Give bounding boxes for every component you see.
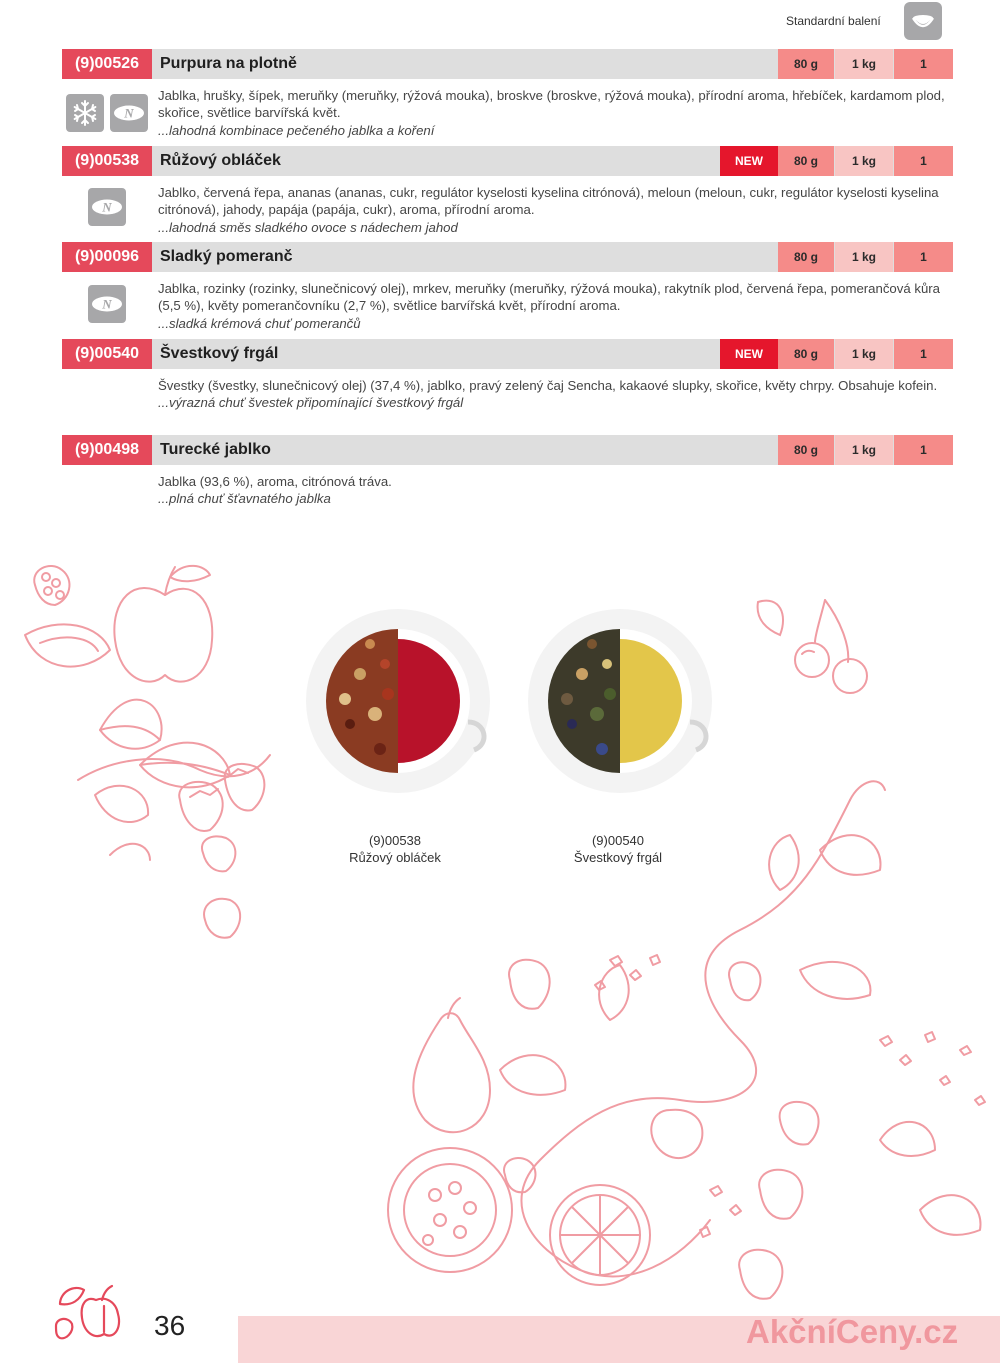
- product-body: [158, 473, 953, 508]
- snowflake-icon: [66, 94, 104, 132]
- product-slogan: ...sladká krémová chuť pomerančů: [158, 315, 361, 331]
- product-description: Švestky (švestky, slunečnicový olej) (37,4 %), jablko, pravý zelený čaj Sencha, kakaové slupky, skořice, květy chrpy. Obsahuje kofein.: [158, 378, 938, 393]
- pieces-cell: 1: [894, 242, 953, 272]
- product-code: (9)00526: [62, 49, 152, 79]
- page-number: 36: [154, 1310, 186, 1341]
- new-badge: NEW: [720, 339, 778, 369]
- cherry-illustration: [740, 590, 890, 710]
- product-description: Jablko, červená řepa, ananas (ananas, cukr, regulátor kyselosti kyselina citrónová), meloun (meloun, cukr, regulátor kyselosti kyselina citrónová), jahody, papája (papája, cukr), aroma, přírodní aroma.: [158, 185, 939, 218]
- product-header: [62, 435, 953, 465]
- standard-packaging-label: Standardní balení: [786, 14, 881, 28]
- svg-text:N: N: [102, 199, 112, 215]
- caption-name: Švestkový frgál: [573, 850, 663, 865]
- bulk-cell: 1 kg: [835, 146, 893, 176]
- product-code: (9)00096: [62, 242, 152, 272]
- fruit-icon: [52, 1282, 122, 1342]
- pieces-cell: 1: [894, 435, 953, 465]
- product-slogan: ...výrazná chuť švestek připomínající švestkový frgál: [158, 395, 464, 411]
- product-name: Růžový obláček: [160, 152, 281, 169]
- bulk-cell: 1 kg: [835, 49, 893, 79]
- product-item: [62, 242, 953, 331]
- new-badge: NEW: [720, 146, 778, 176]
- teacup-icon: [904, 2, 942, 40]
- weight-cell: 80 g: [778, 49, 834, 79]
- weight-cell: 80 g: [778, 435, 834, 465]
- bulk-cell: 1 kg: [835, 435, 893, 465]
- product-slogan: ...plná chuť šťavnatého jablka: [158, 491, 331, 507]
- fruit-illustration-left: [0, 555, 300, 945]
- bulk-cell: 1 kg: [835, 339, 893, 369]
- pieces-cell: 1: [894, 339, 953, 369]
- product-body: [158, 280, 953, 332]
- product-code: (9)00540: [62, 339, 152, 369]
- weight-cell: 80 g: [778, 146, 834, 176]
- bulk-cell: 1 kg: [835, 242, 893, 272]
- svg-text:N: N: [124, 105, 134, 121]
- product-header: [62, 339, 953, 369]
- product-body: [158, 377, 953, 412]
- product-item: [62, 146, 953, 235]
- weight-cell: 80 g: [778, 339, 834, 369]
- svg-text:N: N: [102, 296, 112, 312]
- caption-code: (9)00540: [591, 833, 645, 848]
- botanical-illustration-bottom: [380, 780, 1000, 1320]
- product-header: [62, 242, 953, 272]
- pieces-cell: 1: [894, 49, 953, 79]
- product-name: Sladký pomeranč: [160, 248, 293, 265]
- product-header: [62, 49, 953, 79]
- product-description: Jablka, hrušky, šípek, meruňky (meruňky, rýžová mouka), broskve (broskve, rýžová mouka), přírodní aroma, hřebíček, kardamom plod, skořice, světlice barvířská květ.: [158, 88, 945, 121]
- tea-photo-rose-cloud: [300, 604, 500, 804]
- product-name: Švestkový frgál: [160, 345, 279, 362]
- caption-name: Růžový obláček: [349, 850, 441, 865]
- product-description: Jablka (93,6 %), aroma, citrónová tráva.: [158, 474, 392, 489]
- product-item: [62, 435, 953, 507]
- product-item: [62, 339, 953, 411]
- natural-icon: [88, 285, 126, 323]
- product-name: Turecké jablko: [160, 441, 271, 458]
- product-slogan: ...lahodná směs sladkého ovoce s nádechem jahod: [158, 219, 458, 235]
- product-body: [158, 87, 953, 139]
- product-description: Jablka, rozinky (rozinky, slunečnicový olej), mrkev, meruňky (meruňky, rýžová mouka), rakytník plod, červená řepa, pomerančová kůra (5,5 %), květy pomerančovníku (2,7 %), světlice barvířská květ, přírodní aroma.: [158, 281, 941, 314]
- product-slogan: ...lahodná kombinace pečeného jablka a koření: [158, 122, 435, 138]
- caption-code: (9)00538: [368, 833, 422, 848]
- product-name: Purpura na plotně: [160, 55, 297, 72]
- product-body: [158, 184, 953, 236]
- product-header: [62, 146, 953, 176]
- natural-icon: [110, 94, 148, 132]
- watermark: AkčníCeny.cz: [746, 1313, 959, 1350]
- product-item: [62, 49, 953, 138]
- pieces-cell: 1: [894, 146, 953, 176]
- product-code: (9)00498: [62, 435, 152, 465]
- product-code: (9)00538: [62, 146, 152, 176]
- weight-cell: 80 g: [778, 242, 834, 272]
- tea-photo-plum-frgal: [522, 604, 722, 804]
- natural-icon: [88, 188, 126, 226]
